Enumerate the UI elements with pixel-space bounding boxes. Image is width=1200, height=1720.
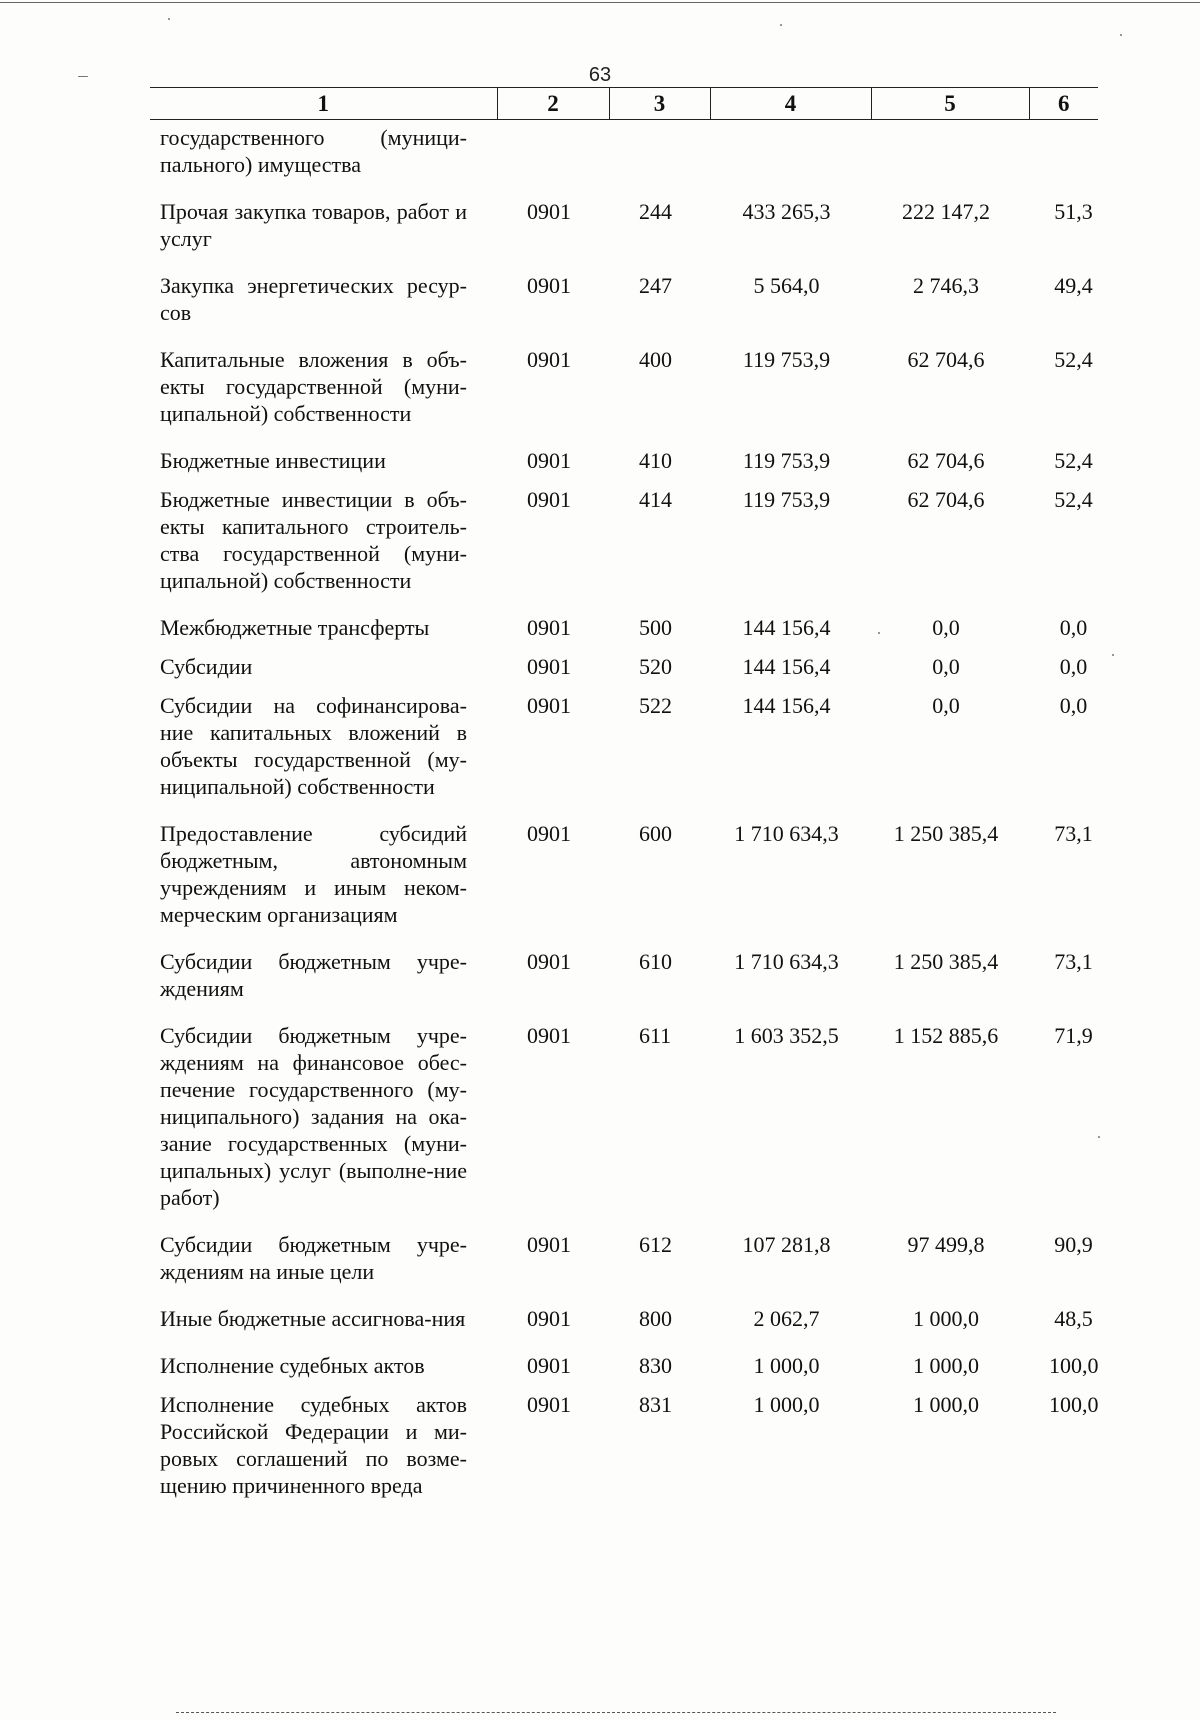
table-row xyxy=(150,346,1098,447)
section-code: 0901 xyxy=(527,487,571,512)
expense-type-code: 244 xyxy=(639,199,672,224)
scan-speck xyxy=(168,18,170,20)
table-row xyxy=(150,948,1098,1022)
table-row xyxy=(150,692,1098,820)
section-code: 0901 xyxy=(527,1023,571,1048)
planned-amount: 1 000,0 xyxy=(753,1392,820,1417)
column-header-5: 5 xyxy=(871,88,1029,120)
table-row xyxy=(150,1352,1098,1391)
execution-percent: 100,0 xyxy=(1049,1392,1099,1417)
section-code: 0901 xyxy=(527,1306,571,1331)
item-name: государственного (муници-пального) имущества xyxy=(160,125,467,177)
section-code: 0901 xyxy=(527,949,571,974)
expense-type-code: 522 xyxy=(639,693,672,718)
planned-amount: 144 156,4 xyxy=(742,654,831,679)
item-name: Иные бюджетные ассигнова-ния xyxy=(160,1306,466,1331)
planned-amount: 119 753,9 xyxy=(742,487,831,512)
expense-type-code: 414 xyxy=(639,487,672,512)
execution-percent: 51,3 xyxy=(1054,199,1093,224)
expense-type-code: 612 xyxy=(639,1232,672,1257)
executed-amount: 1 000,0 xyxy=(913,1392,979,1417)
header-row xyxy=(150,88,1098,120)
column-header-4: 4 xyxy=(710,88,871,120)
section-code: 0901 xyxy=(527,199,571,224)
executed-amount: 62 704,6 xyxy=(907,448,985,473)
section-code: 0901 xyxy=(527,1353,571,1378)
item-name: Исполнение судебных актов xyxy=(160,1353,425,1378)
item-name: Прочая закупка товаров, работ и услуг xyxy=(160,199,467,251)
item-name: Исполнение судебных актов Российской Федерации и ми-ровых соглашений по возме-щению причиненного вреда xyxy=(160,1392,467,1498)
expense-type-code: 247 xyxy=(639,273,672,298)
budget-table-container xyxy=(150,87,1098,1519)
section-code: 0901 xyxy=(527,615,571,640)
execution-percent: 73,1 xyxy=(1054,821,1093,846)
page-number: 63 xyxy=(588,64,612,86)
column-header-3: 3 xyxy=(609,88,710,120)
scan-speck xyxy=(78,76,88,77)
executed-amount: 0,0 xyxy=(932,654,960,679)
expense-type-code: 520 xyxy=(639,654,672,679)
planned-amount: 2 062,7 xyxy=(753,1306,820,1331)
scan-speck xyxy=(1120,34,1122,36)
scan-speck xyxy=(1112,654,1114,656)
scan-edge-mark xyxy=(0,2,1200,3)
bottom-dashed-rule xyxy=(176,1712,1056,1713)
executed-amount: 1 250 385,4 xyxy=(893,821,999,846)
item-name: Субсидии бюджетным учре-ждениям на финансовое обес-печение государственного (му-ниципального) задания на ока-зание государственных (муни-ципальных) услуг (выполне-ние работ) xyxy=(160,1023,467,1210)
execution-percent: 71,9 xyxy=(1054,1023,1093,1048)
execution-percent: 48,5 xyxy=(1054,1306,1093,1331)
planned-amount: 119 753,9 xyxy=(742,347,831,372)
execution-percent: 0,0 xyxy=(1059,693,1088,718)
planned-amount: 1 710 634,3 xyxy=(734,821,839,846)
expense-type-code: 611 xyxy=(639,1023,672,1048)
executed-amount: 97 499,8 xyxy=(907,1232,985,1257)
section-code: 0901 xyxy=(527,693,571,718)
section-code xyxy=(497,120,609,199)
column-header-1: 1 xyxy=(150,88,497,120)
table-body xyxy=(150,120,1098,1520)
executed-amount: 0,0 xyxy=(932,615,960,640)
execution-percent: 52,4 xyxy=(1054,448,1093,473)
execution-percent: 52,4 xyxy=(1054,487,1093,512)
item-name: Закупка энергетических ресур-сов xyxy=(160,273,467,325)
item-name: Субсидии на софинансирова-ние капитальных вложений в объекты государственной (му-ниципальной) собственности xyxy=(160,693,467,799)
section-code: 0901 xyxy=(527,273,571,298)
expense-type-code xyxy=(609,120,710,199)
execution-percent: 100,0 xyxy=(1049,1353,1099,1378)
table-row xyxy=(150,120,1098,199)
execution-percent: 0,0 xyxy=(1059,654,1088,679)
item-name: Капитальные вложения в объ-екты государственной (муни-ципальной) собственности xyxy=(160,347,467,426)
executed-amount: 1 000,0 xyxy=(913,1353,979,1378)
executed-amount: 1 152 885,6 xyxy=(893,1023,999,1048)
planned-amount: 1 603 352,5 xyxy=(734,1023,839,1048)
planned-amount: 119 753,9 xyxy=(742,448,831,473)
item-name: Субсидии xyxy=(160,654,253,679)
table-row xyxy=(150,820,1098,948)
item-name: Бюджетные инвестиции в объ-екты капитального строитель-ства государственной (муни-ципальной) собственности xyxy=(160,487,467,593)
table-row xyxy=(150,272,1098,346)
table-header xyxy=(150,88,1098,120)
execution-percent: 52,4 xyxy=(1054,347,1093,372)
section-code: 0901 xyxy=(527,448,571,473)
item-name: Предоставление субсидий бюджетным, автономным учреждениям и иным неком-мерческим организациям xyxy=(160,821,467,927)
expense-type-code: 830 xyxy=(639,1353,672,1378)
planned-amount: 144 156,4 xyxy=(742,693,831,718)
table-row xyxy=(150,1022,1098,1231)
executed-amount: 62 704,6 xyxy=(907,487,985,512)
executed-amount: 222 147,2 xyxy=(902,199,990,224)
table-row xyxy=(150,198,1098,272)
planned-amount: 144 156,4 xyxy=(742,615,831,640)
expense-type-code: 500 xyxy=(639,615,672,640)
executed-amount: 0,0 xyxy=(932,693,960,718)
executed-amount: 1 000,0 xyxy=(913,1306,979,1331)
planned-amount: 433 265,3 xyxy=(742,199,831,224)
section-code: 0901 xyxy=(527,347,571,372)
executed-amount: 1 250 385,4 xyxy=(893,949,999,974)
item-name: Бюджетные инвестиции xyxy=(160,448,386,473)
item-name: Субсидии бюджетным учре-ждениям на иные цели xyxy=(160,1232,467,1284)
planned-amount: 1 710 634,3 xyxy=(734,949,839,974)
table-row xyxy=(150,614,1098,653)
planned-amount: 5 564,0 xyxy=(753,273,820,298)
scan-speck xyxy=(780,24,782,26)
table-row xyxy=(150,1231,1098,1305)
table-row xyxy=(150,1305,1098,1352)
section-code: 0901 xyxy=(527,1232,571,1257)
expense-type-code: 831 xyxy=(639,1392,672,1417)
expense-type-code: 610 xyxy=(639,949,672,974)
execution-percent: 90,9 xyxy=(1054,1232,1093,1257)
execution-percent: 73,1 xyxy=(1054,949,1093,974)
scan-speck xyxy=(878,632,880,634)
column-header-2: 2 xyxy=(497,88,609,120)
executed-amount: 62 704,6 xyxy=(907,347,985,372)
expense-type-code: 410 xyxy=(639,448,672,473)
expense-type-code: 800 xyxy=(639,1306,672,1331)
execution-percent: 49,4 xyxy=(1054,273,1093,298)
execution-percent xyxy=(1029,120,1098,199)
expense-type-code: 600 xyxy=(639,821,672,846)
table-row xyxy=(150,1391,1098,1519)
planned-amount: 107 281,8 xyxy=(742,1232,831,1257)
scan-speck xyxy=(1098,1136,1100,1138)
item-name: Субсидии бюджетным учре-ждениям xyxy=(160,949,467,1001)
table-row xyxy=(150,486,1098,614)
item-name: Межбюджетные трансферты xyxy=(160,615,430,640)
executed-amount: 2 746,3 xyxy=(913,273,979,298)
planned-amount xyxy=(710,120,871,199)
executed-amount xyxy=(871,120,1029,199)
budget-table xyxy=(150,87,1098,1519)
planned-amount: 1 000,0 xyxy=(753,1353,820,1378)
table-row xyxy=(150,653,1098,692)
section-code: 0901 xyxy=(527,1392,571,1417)
execution-percent: 0,0 xyxy=(1059,615,1088,640)
section-code: 0901 xyxy=(527,821,571,846)
column-header-6: 6 xyxy=(1029,88,1098,120)
section-code: 0901 xyxy=(527,654,571,679)
expense-type-code: 400 xyxy=(639,347,672,372)
table-row xyxy=(150,447,1098,486)
